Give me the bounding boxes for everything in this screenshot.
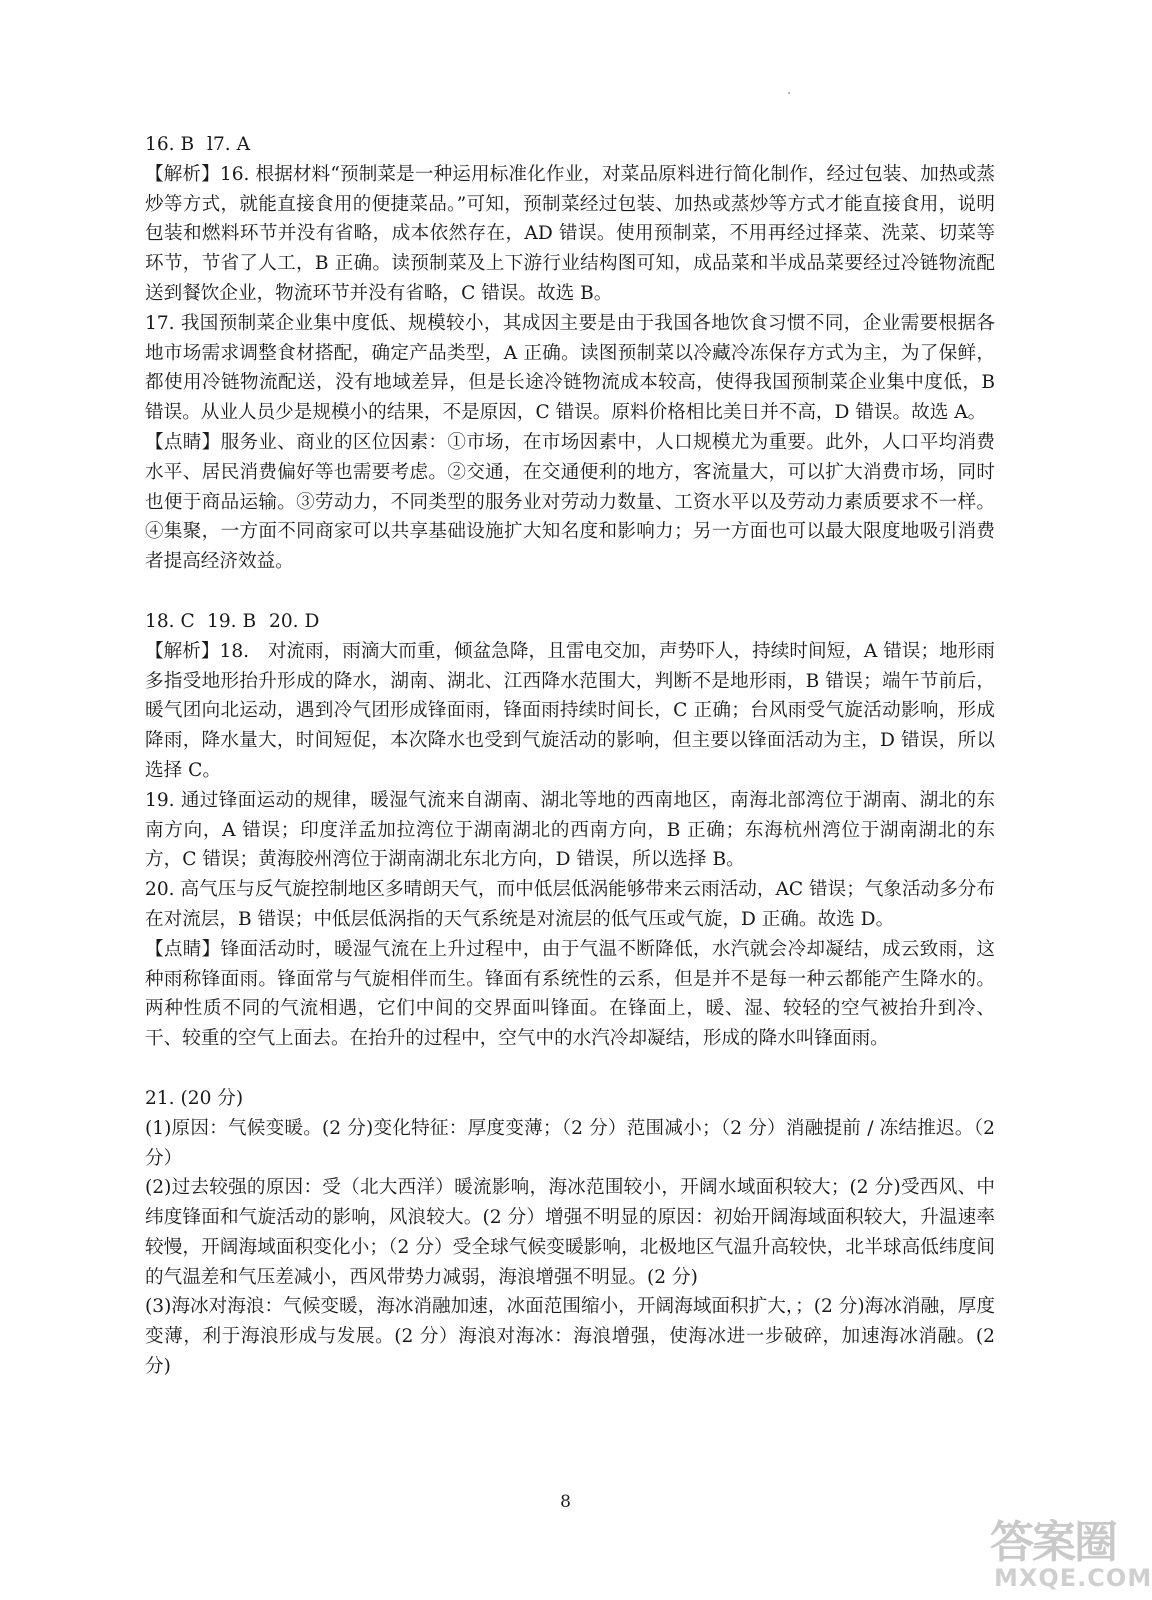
page-number: 8: [560, 1492, 571, 1512]
question-21-header: 21. (20 分): [145, 1087, 244, 1109]
watermark-main-text: 答案圈: [990, 1517, 1116, 1568]
tip-2: 【点睛】锋面活动时，暖湿气流在上升过程中，由于气温不断降低，水汽就会冷却凝结，成云致雨，这种雨称锋面雨。锋面常与气旋相伴而生。锋面有系统性的云系，但是并不是每一种云都能产生降水的。两种性质不同的气流相遇，它们中间的交界面叫锋面。在锋面上，暖、湿、较轻的空气被抬升到冷、干、较重的空气上面去。在抬升的过程中，空气中的水汽冷却凝结，形成的降水叫锋面雨。: [145, 938, 995, 1050]
speck: [788, 92, 790, 94]
analysis-18: 【解析】18. 对流雨，雨滴大而重，倾盆急降，且雷电交加，声势吓人，持续时间短，A 错误；地形雨多指受地形抬升形成的降水，湖南、湖北、江西降水范围大，判断不是地形雨，B 错误；端午节前后，暖气团向北运动，遇到冷气团形成锋面雨，锋面雨持续时间长，C 正确；台风雨受气旋活动影响，形成降雨，降水量大，时间短促，本次降水也受到气旋活动的影响，但主要以锋面活动为主，D 错误，所以选择 C。: [145, 640, 995, 781]
question-21-part-2: (2)过去较强的原因：受（北大西洋）暖流影响，海冰范围较小，开阔水域面积较大；(2 分)受西风、中纬度锋面和气旋活动的影响，风浪较大。(2 分）增强不明显的原因：初始开阔海域面积较大，升温速率较慢，开阔海域面积变化小；（2 分）受全球气候变暖影响，北极地区气温升高较快，北半球高低纬度间的气温差和气压差减小，西风带势力减弱，海浪增强不明显。(2 分): [145, 1177, 995, 1288]
watermark-logo: [990, 1500, 1152, 1596]
answer-16: 16. B: [145, 134, 195, 155]
question-21-part-1: (1)原因：气候变暖。(2 分)变化特征：厚度变薄；（2 分）范围减小；（2 分）消融提前 / 冻结推迟。（2 分）: [145, 1117, 995, 1169]
question-21-part-3: (3)海冰对海浪：气候变暖，海冰消融加速，冰面范围缩小，开阔海域面积扩大，；(2 分)海冰消融，厚度变薄，利于海浪形成与发展。(2 分）海浪对海冰：海浪增强，使海冰进一步破碎，加速海冰消融。(2 分): [145, 1296, 995, 1378]
answers-18-20: [145, 607, 995, 637]
document-body: [145, 130, 995, 1382]
answer-18: 18. C: [145, 610, 195, 632]
analysis-16: 【解析】16. 根据材料“预制菜是一种运用标准化作业，对菜品原料进行简化制作，经过包装、加热或蒸炒等方式，就能直接食用的便捷菜品。”可知，预制菜经过包装、加热或蒸炒等方式才能直接食用，说明包装和燃料环节并没有省略，成本依然存在，AD 错误。使用预制菜，不用再经过择菜、洗菜、切菜等环节，节省了人工，B 正确。读预制菜及上下游行业结构图可知，成品菜和半成品菜要经过冷链物流配送到餐饮企业，物流环节并没有省略，C 错误。故选 B。: [145, 163, 995, 304]
analysis-19: 19. 通过锋面运动的规律，暖湿气流来自湖南、湖北等地的西南地区，南海北部湾位于湖南、湖北的东南方向，A 错误；印度洋孟加拉湾位于湖南湖北的西南方向，B 正确；东海杭州湾位于湖南湖北的东方，C 错误；黄海胶州湾位于湖南湖北东北方向，D 错误，所以选择 B。: [145, 789, 995, 871]
answer-19: 19. B: [207, 610, 257, 632]
analysis-20: 20. 高气压与反气旋控制地区多晴朗天气，而中低层低涡能够带来云雨活动，AC 错误；气象活动多分布在对流层，B 错误；中低层低涡指的天气系统是对流层的低气压或气旋，D 正确。故选 D。: [145, 879, 995, 930]
answers-16-17: [145, 130, 995, 160]
watermark-sub-text: MXQE.COM: [994, 1564, 1152, 1592]
answer-20: 20. D: [269, 610, 320, 632]
analysis-17: 17. 我国预制菜企业集中度低、规模较小，其成因主要是由于我国各地饮食习惯不同，企业需要根据各地市场需求调整食材搭配，确定产品类型，A 正确。读图预制菜以冷藏冷冻保存方式为主，为了保鲜，都使用冷链物流配送，没有地域差异，但是长途冷链物流成本较高，使得我国预制菜企业集中度低，B 错误。从业人员少是规模小的结果，不是原因，C 错误。原料价格相比美日并不高，D 错误。故选 A。: [145, 312, 995, 424]
tip-1: 【点睛】服务业、商业的区位因素：①市场，在市场因素中，人口规模尤为重要。此外，人口平均消费水平、居民消费偏好等也需要考虑。②交通，在交通便利的地方，客流量大，可以扩大消费市场，同时也便于商品运输。③劳动力，不同类型的服务业对劳动力数量、工资水平以及劳动力素质要求不一样。④集聚，一方面不同商家可以共享基础设施扩大知名度和影响力；另一方面也可以最大限度地吸引消费者提高经济效益。: [145, 431, 995, 573]
answer-17: l7. A: [207, 134, 251, 155]
